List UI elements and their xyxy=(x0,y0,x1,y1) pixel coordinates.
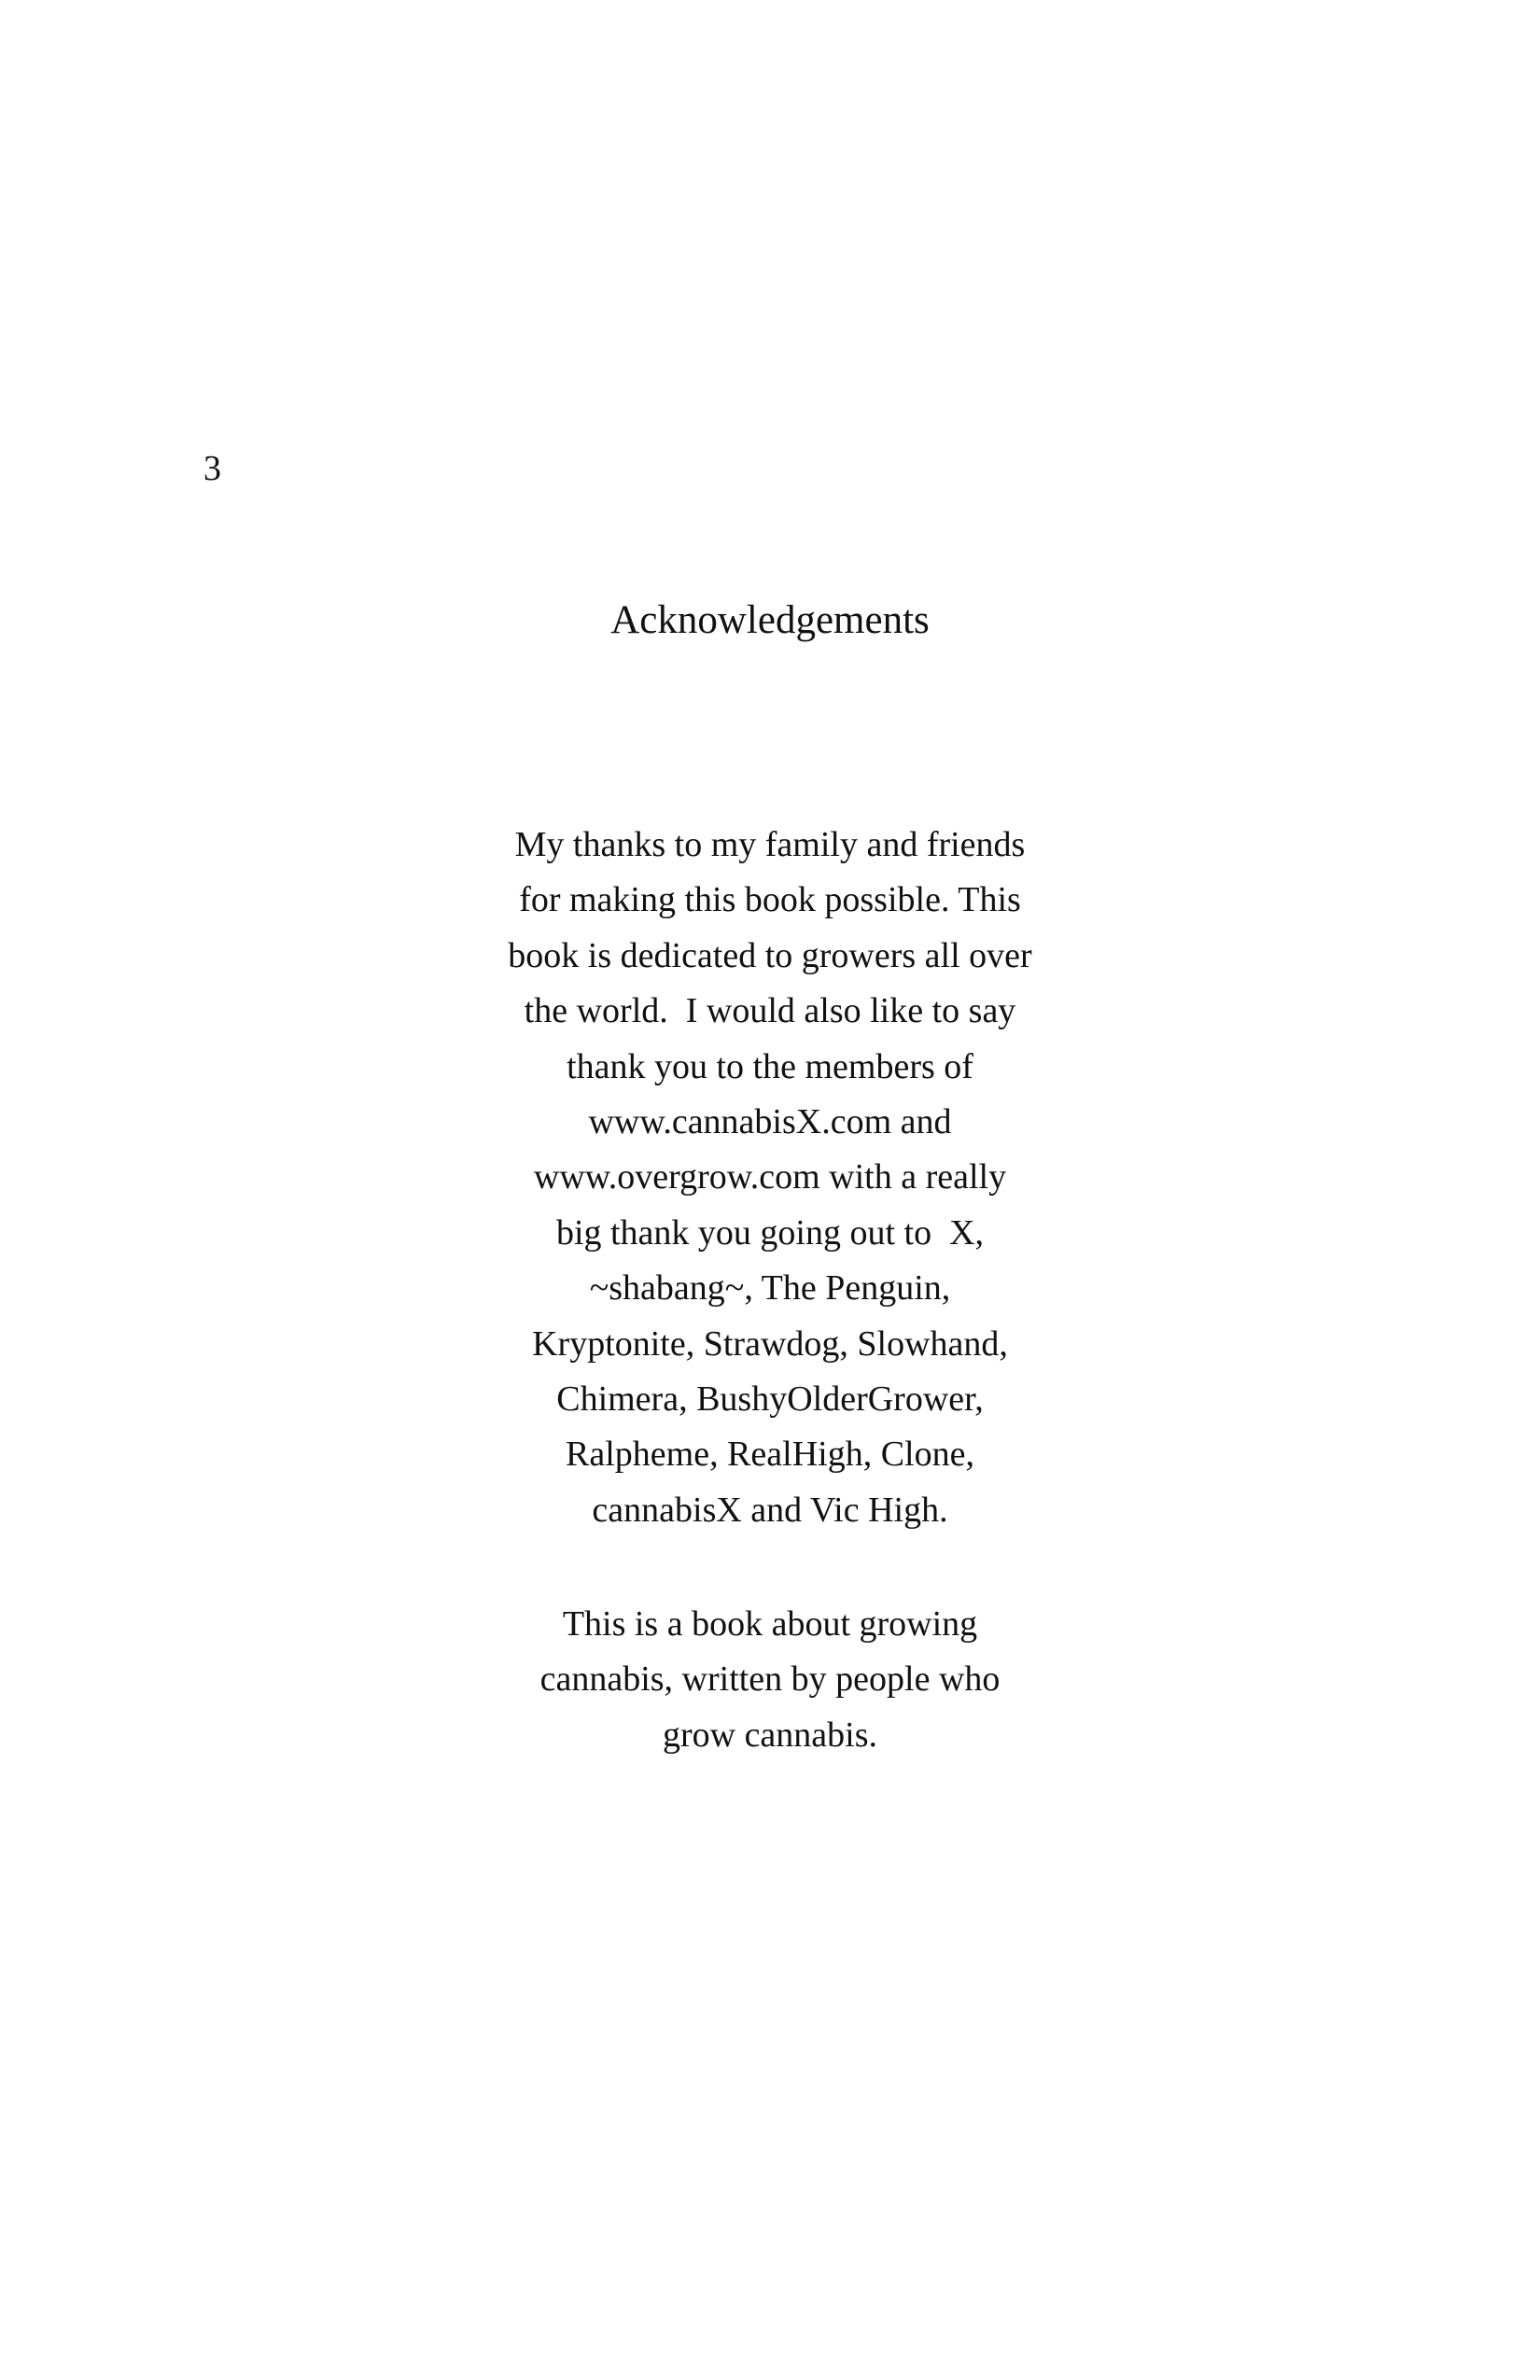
paragraph-line: grow cannabis. xyxy=(662,1715,878,1755)
paragraph-line: book is dedicated to growers all over xyxy=(508,935,1032,975)
paragraph-line: www.cannabisX.com and xyxy=(588,1102,952,1142)
page-number: 3 xyxy=(203,449,221,488)
paragraph-line: This is a book about growing xyxy=(562,1604,978,1644)
paragraph-line: ~shabang~, The Penguin, xyxy=(589,1268,951,1309)
paragraph-line: for making this book possible. This xyxy=(519,880,1021,920)
paragraph-line: www.overgrow.com with a really xyxy=(533,1157,1007,1197)
paragraph-line: cannabis, written by people who xyxy=(539,1659,1001,1700)
paragraph-line: My thanks to my family and friends xyxy=(514,825,1026,864)
paragraph-line: thank you to the members of xyxy=(567,1046,973,1086)
paragraph-line: cannabisX and Vic High. xyxy=(592,1490,948,1530)
acknowledgement-paragraph xyxy=(0,818,1540,1538)
page-title: Acknowledgements xyxy=(610,598,930,642)
paragraph-line: Ralpheme, RealHigh, Clone, xyxy=(566,1435,974,1475)
paragraph-line: Kryptonite, Strawdog, Slowhand, xyxy=(532,1323,1008,1364)
paragraph-line: the world. I would also like to say xyxy=(524,991,1016,1031)
paragraph-line: Chimera, BushyOlderGrower, xyxy=(556,1379,984,1420)
book-description-paragraph xyxy=(0,1597,1540,1763)
paragraph-line: big thank you going out to X, xyxy=(555,1212,985,1253)
